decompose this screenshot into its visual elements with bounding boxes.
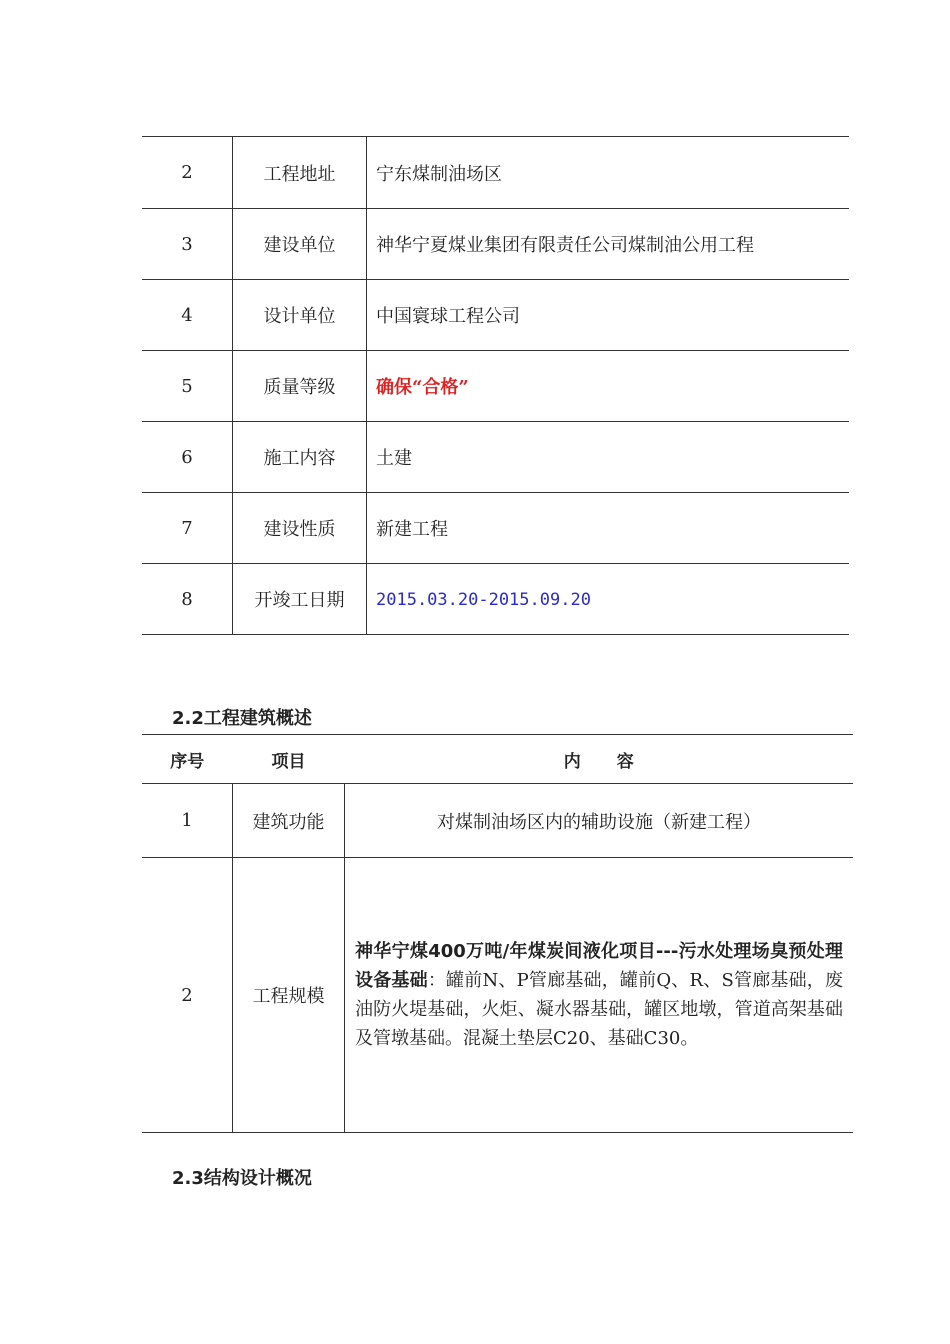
project-scope-text: ：罐前N、P管廊基础，罐前Q、R、S管廊基础，废油防火堤基础，火炬、凝水器基础，罐区地墩，管道高架基础及管墩基础。混凝土垫层C20、基础C30。 (355, 970, 844, 1049)
project-info-table (142, 136, 849, 635)
project-title-text: 神华宁煤400万吨/年煤炭间液化项目---污水处理场臭预处理设备基础 (355, 941, 843, 991)
section-heading-2-2: 2.2工程建筑概述 (172, 708, 312, 729)
row-label: 工程规模 (233, 858, 345, 1133)
row-value: 新建工程 (367, 493, 850, 564)
row-number: 4 (142, 280, 233, 351)
row-number: 2 (142, 858, 233, 1133)
row-label: 建设性质 (233, 493, 367, 564)
row-label: 建筑功能 (233, 784, 345, 858)
row-label: 开竣工日期 (233, 564, 367, 635)
section-heading-2-3: 2.3结构设计概况 (172, 1168, 312, 1189)
building-overview-table (142, 734, 853, 1133)
header-content: 内 容 (345, 735, 854, 784)
row-number: 2 (142, 137, 233, 209)
header-item: 项目 (233, 735, 345, 784)
row-value: 宁东煤制油场区 (367, 137, 850, 209)
row-content (345, 858, 854, 1133)
table-header-row (142, 735, 853, 784)
row-number: 7 (142, 493, 233, 564)
table-row (142, 564, 849, 635)
table-row (142, 209, 849, 280)
table-row (142, 280, 849, 351)
table-row (142, 422, 849, 493)
table-row (142, 137, 849, 209)
row-value: 土建 (367, 422, 850, 493)
construction-dates-value: 2015.03.20-2015.09.20 (376, 589, 591, 610)
row-number: 8 (142, 564, 233, 635)
row-value: 神华宁夏煤业集团有限责任公司煤制油公用工程 (367, 209, 850, 280)
header-serial: 序号 (142, 735, 233, 784)
row-label: 工程地址 (233, 137, 367, 209)
table-row (142, 351, 849, 422)
table-row (142, 784, 853, 858)
row-number: 6 (142, 422, 233, 493)
table-row (142, 493, 849, 564)
row-value: 中国寰球工程公司 (367, 280, 850, 351)
table-row (142, 858, 853, 1133)
row-label: 施工内容 (233, 422, 367, 493)
row-number: 5 (142, 351, 233, 422)
row-content: 对煤制油场区内的辅助设施（新建工程） (345, 784, 854, 858)
quality-grade-value: 确保“合格” (376, 377, 469, 398)
row-label: 质量等级 (233, 351, 367, 422)
row-number: 1 (142, 784, 233, 858)
row-number: 3 (142, 209, 233, 280)
row-label: 建设单位 (233, 209, 367, 280)
row-label: 设计单位 (233, 280, 367, 351)
